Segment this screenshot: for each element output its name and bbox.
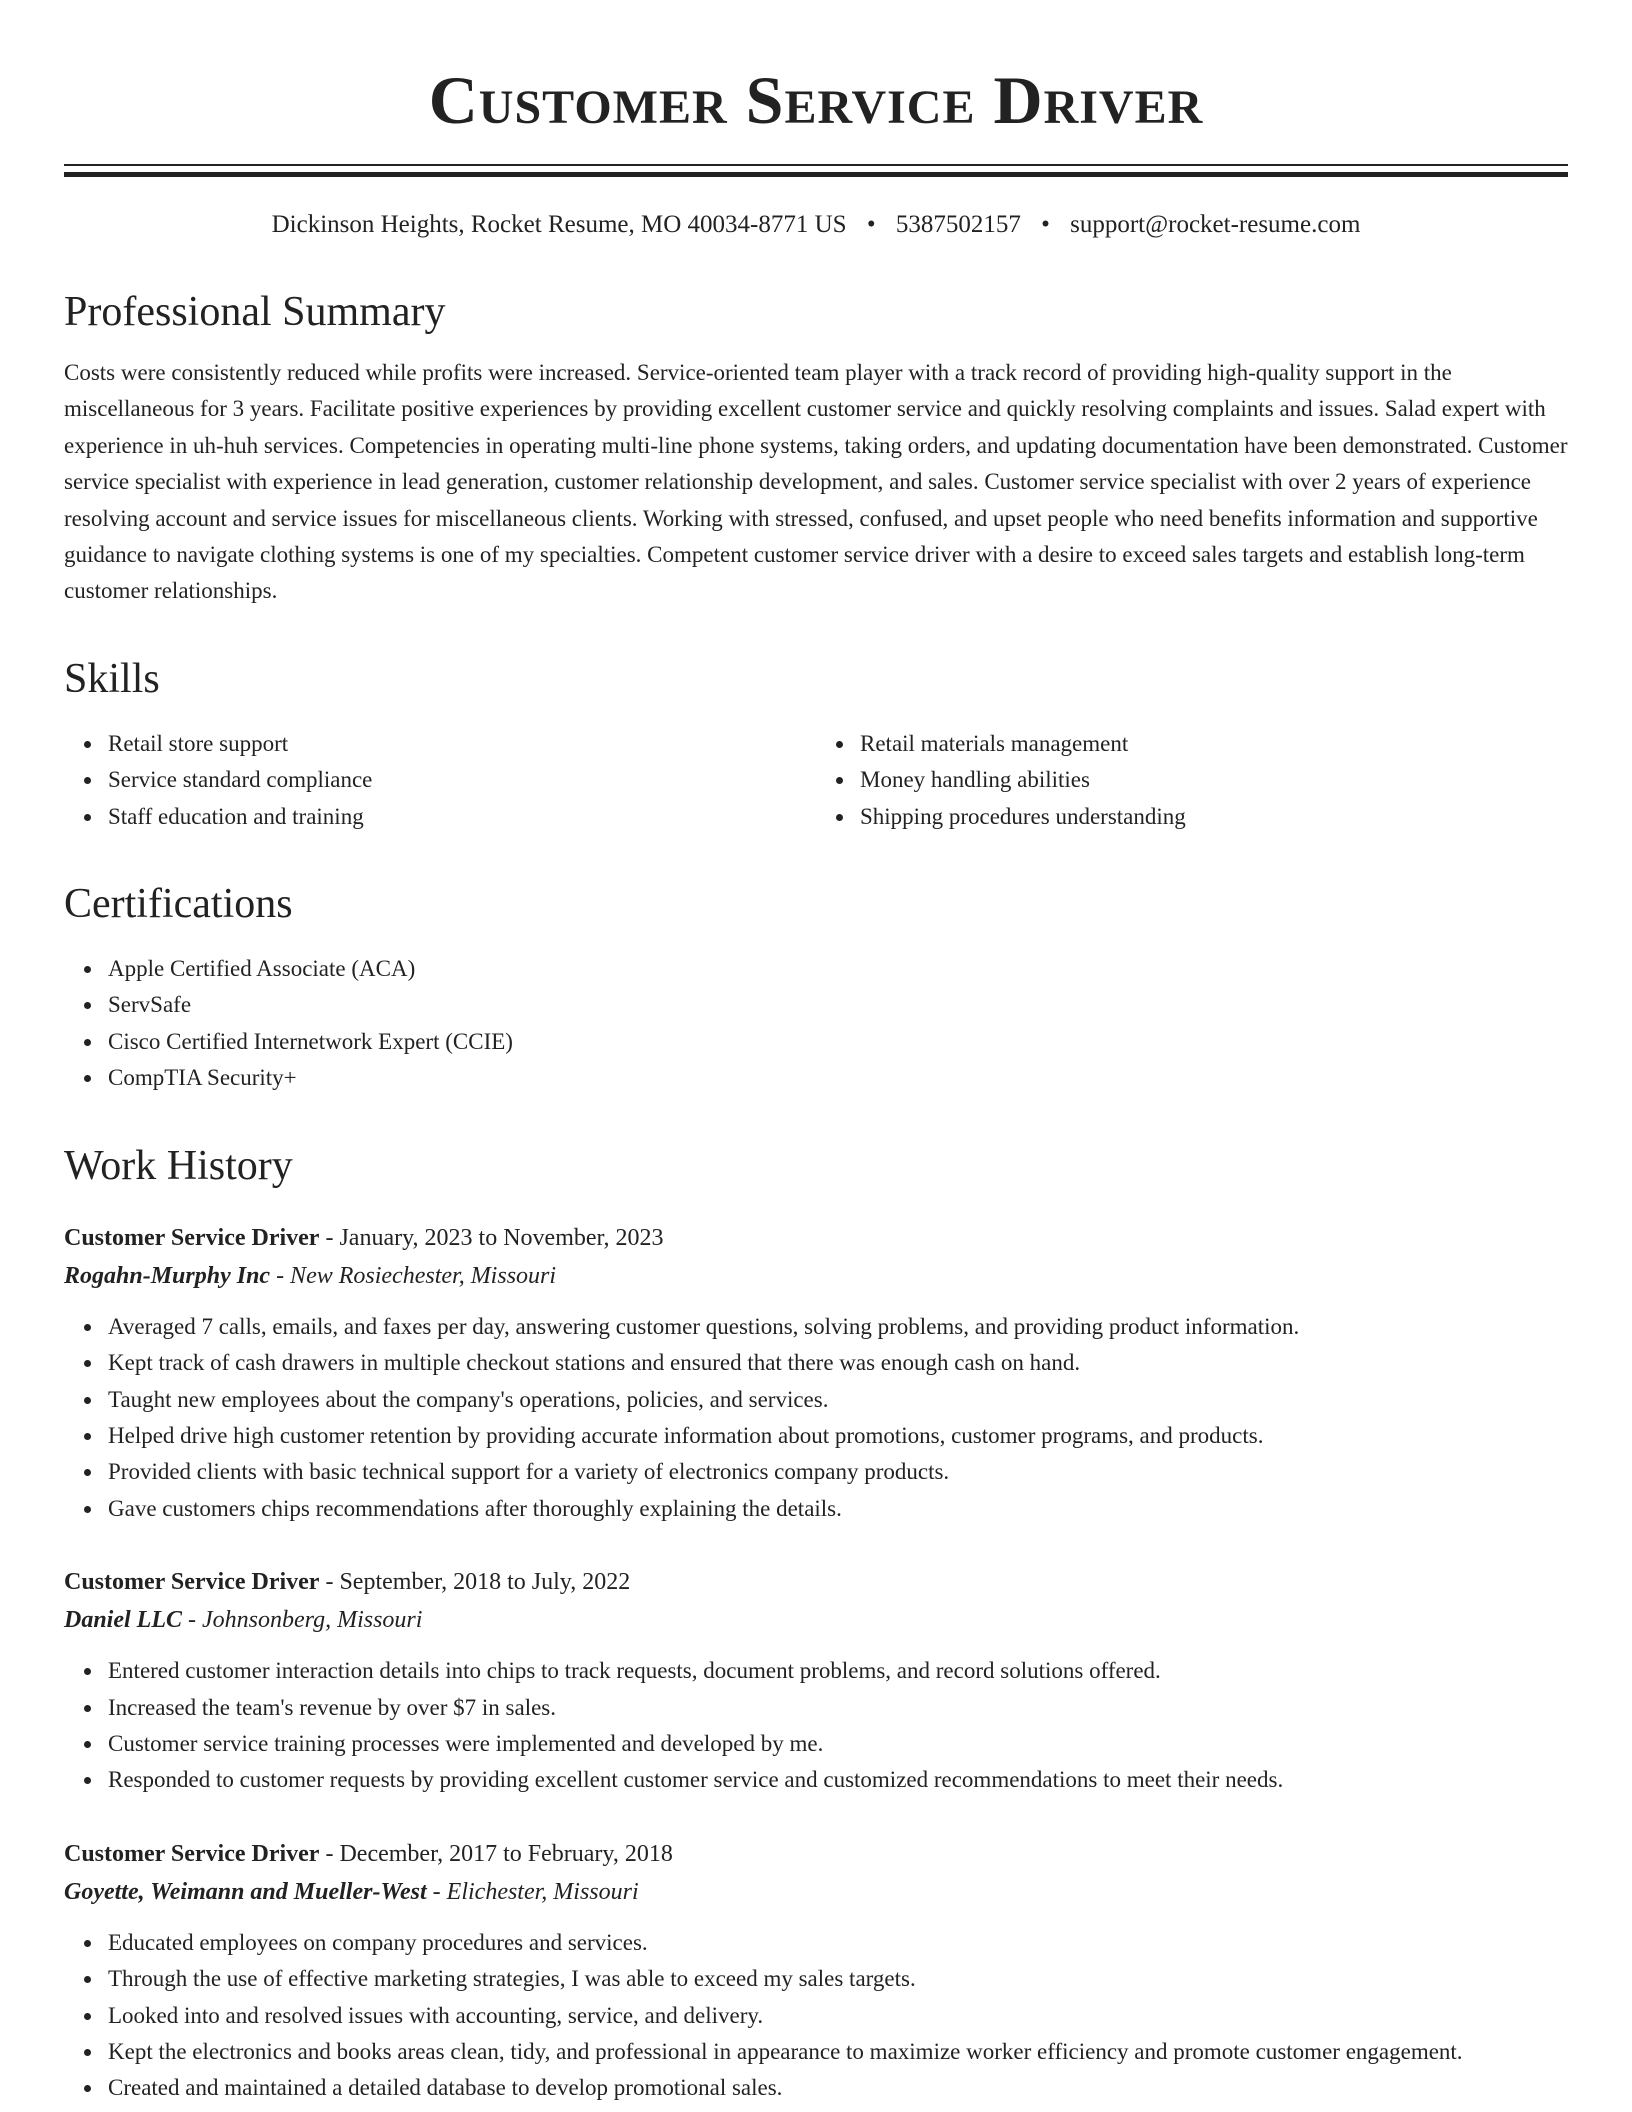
candidate-name: Customer Service Driver [428,62,1204,138]
certification-item: CompTIA Security+ [108,1060,1568,1096]
job-bullet: Through the use of effective marketing strategies, I was able to exceed my sales targets. [108,1961,1568,1997]
job-bullet: Created and maintained a detailed database to develop promotional sales. [108,2070,1568,2106]
job-dates: - December, 2017 to February, 2018 [319,1840,673,1867]
skill-item: Retail store support [108,726,816,762]
section-title-skills: Skills [64,655,160,702]
job-bullet: Gave customers chips recommendations after thoroughly explaining the details. [108,1491,1568,1527]
job-role: Customer Service Driver [64,1840,320,1867]
job-bullet: Provided clients with basic technical support for a variety of electronics company products. [108,1454,1568,1490]
job-dates: - September, 2018 to July, 2022 [319,1569,631,1596]
contact-phone: 5387502157 [895,211,1021,238]
job-bullets [64,1653,1568,1799]
resume-page [64,0,1568,2107]
job-location: - Elichester, Missouri [426,1878,639,1905]
skills-column-right [816,726,1568,835]
contact-separator: • [866,211,876,238]
job-company: Rogahn-Murphy Inc [64,1262,271,1289]
job-entry [64,1835,1568,2107]
job-bullet: Entered customer interaction details into chips to track requests, document problems, and record solutions offered. [108,1653,1568,1689]
job-company: Daniel LLC [64,1607,182,1634]
job-bullet: Taught new employees about the company's operations, policies, and services. [108,1382,1568,1418]
contact-line [64,207,1568,243]
job-bullet: Responded to customer requests by providing excellent customer service and customized recommendations to meet their needs. [108,1762,1568,1798]
contact-email: support@rocket-resume.com [1070,211,1361,238]
job-title-line [64,1219,1568,1257]
job-dates: - January, 2023 to November, 2023 [319,1224,664,1251]
certification-item: ServSafe [108,987,1568,1023]
job-location: - New Rosiechester, Missouri [270,1262,557,1289]
certifications-list [64,951,1568,1097]
skill-item: Shipping procedures understanding [860,799,1568,835]
job-bullets [64,1309,1568,1527]
header-rule-thick [64,172,1568,177]
job-bullet: Increased the team's revenue by over $7 in sales. [108,1690,1568,1726]
job-title-line [64,1563,1568,1601]
job-role: Customer Service Driver [64,1569,320,1596]
job-title-line [64,1835,1568,1873]
job-company-line [64,1601,1568,1639]
section-title-work-history: Work History [64,1142,293,1189]
skill-item: Staff education and training [108,799,816,835]
job-bullet: Looked into and resolved issues with accounting, service, and delivery. [108,1998,1568,2034]
section-title-summary: Professional Summary [64,289,446,335]
job-entry [64,1219,1568,1527]
contact-separator: • [1041,211,1050,238]
job-bullet: Kept the electronics and books areas clean, tidy, and professional in appearance to maximize worker efficiency and promote customer engagement. [108,2034,1568,2070]
job-company-line [64,1873,1568,1911]
skills-list [64,726,1568,835]
skill-item: Retail materials management [860,726,1568,762]
summary-text: Costs were consistently reduced while profits were increased. Service-oriented team player with a track record of providing high-quality support in the miscellaneous for 3 years. Facilitate positive experiences by providing excellent customer service and quickly resolving complaints and issues. Salad expert with experience in uh-huh services. Competencies in operating multi-line phone systems, taking orders, and updating documentation have been demonstrated. Customer service specialist with experience in lead generation, customer relationship development, and sales. Customer service specialist with over 2 years of experience resolving account and service issues for miscellaneous clients. Working with stressed, confused, and upset people who need benefits information and supportive guidance to navigate clothing systems is one of my specialties. Competent customer service driver with a desire to exceed sales targets and establish long-term customer relationships. [64,360,1568,604]
job-bullet: Educated employees on company procedures and services. [108,1925,1568,1961]
job-company-line [64,1257,1568,1295]
job-bullet: Customer service training processes were implemented and developed by me. [108,1726,1568,1762]
skills-column-left [64,726,816,835]
job-company: Goyette, Weimann and Mueller-West [64,1878,427,1905]
job-bullets [64,1925,1568,2107]
contact-address: Dickinson Heights, Rocket Resume, MO 40034-8771 US [271,211,847,238]
skill-item: Money handling abilities [860,762,1568,798]
job-location: - Johnsonberg, Missouri [182,1607,423,1634]
job-bullet: Kept track of cash drawers in multiple checkout stations and ensured that there was enough cash on hand. [108,1345,1568,1381]
section-title-certifications: Certifications [64,881,293,928]
certification-item: Cisco Certified Internetwork Expert (CCIE) [108,1024,1568,1060]
skill-item: Service standard compliance [108,762,816,798]
job-role: Customer Service Driver [64,1224,320,1251]
job-bullet: Averaged 7 calls, emails, and faxes per day, answering customer questions, solving problems, and providing product information. [108,1309,1568,1345]
job-bullet: Helped drive high customer retention by providing accurate information about promotions, customer programs, and products. [108,1418,1568,1454]
certification-item: Apple Certified Associate (ACA) [108,951,1568,987]
header-rule-thin [64,164,1568,166]
job-entry [64,1563,1568,1799]
